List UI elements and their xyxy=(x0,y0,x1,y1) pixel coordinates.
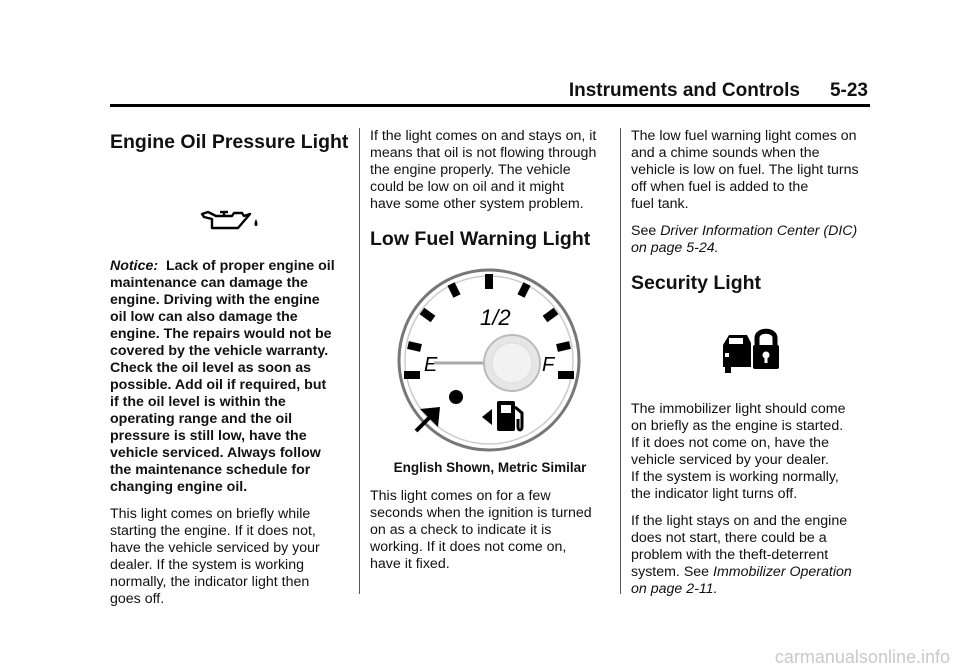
security-heading: Security Light xyxy=(631,272,762,294)
column-3 xyxy=(631,128,871,608)
low-fuel-paragraph: This light comes on for a few seconds when the ignition is turned on as a check to indicate it is working. If it does not come on, have it fixed. xyxy=(370,488,592,572)
oil-can-icon xyxy=(198,204,262,236)
oil-continued-paragraph: If the light comes on and stays on, it means that oil is not flowing through the engine properly. The vehicle could be low on oil and it might have some other system problem. xyxy=(370,128,597,212)
immobilizer-stays-on-paragraph: If the light stays on and the engine does not start, there could be a problem with the theft-deterrent system. See Immobilizer Operation on page 2-11. xyxy=(631,513,852,597)
low-fuel-continued-paragraph: The low fuel warning light comes on and a chime sounds when the vehicle is low on fuel. The light turns off when fuel is added to the fuel tank. xyxy=(631,128,859,212)
fuel-gauge xyxy=(394,265,584,455)
column-divider-2 xyxy=(620,128,621,594)
immobilizer-paragraph: The immobilizer light should come on briefly as the engine is started. If it does not come on, have the vehicle serviced by your dealer. If the system is working normally, the indicator light turns off. xyxy=(631,401,846,502)
oil-light-paragraph: This light comes on briefly while starting the engine. If it does not, have the vehicle serviced by your dealer. If the system is working normally, the indicator light then goes off. xyxy=(110,506,320,607)
immobilizer-link-page[interactable]: on page 2-11. xyxy=(631,581,718,597)
header-rule xyxy=(110,104,870,107)
column-divider-1 xyxy=(359,128,360,594)
gauge-caption: English Shown, Metric Similar xyxy=(393,460,587,475)
gauge-empty-label: E xyxy=(424,354,438,376)
gauge-half-label: 1/2 xyxy=(480,305,511,330)
column-1 xyxy=(110,130,350,618)
low-fuel-heading: Low Fuel Warning Light xyxy=(370,228,591,250)
column-2 xyxy=(370,128,610,583)
section-title: Instruments and Controls xyxy=(568,80,800,101)
oil-notice: Notice: Lack of proper engine oil maintenance can damage the engine. Driving with the engine oil low can also damage the engine. The repairs would not be covered by the vehicle warranty. Check the oil level as soon as possible. Add oil if required, but if the oil level is within the operating range and the oil pressure is still low, have the vehicle serviced. Always follow the maintenance schedule for changing engine oil. xyxy=(110,258,335,495)
gauge-full-label: F xyxy=(542,354,555,376)
dic-reference: See Driver Information Center (DIC) on page 5-24. xyxy=(631,223,858,256)
page-number: 5-23 xyxy=(829,80,868,101)
car-lock-icon xyxy=(721,325,781,373)
immobilizer-link[interactable]: Immobilizer Operation xyxy=(713,564,852,580)
watermark: carmanualsonline.info xyxy=(774,647,950,667)
dic-link-page[interactable]: on page 5-24. xyxy=(631,240,719,256)
dic-link[interactable]: Driver Information Center (DIC) xyxy=(660,223,858,239)
oil-pressure-heading: Engine Oil Pressure Light xyxy=(110,131,349,153)
